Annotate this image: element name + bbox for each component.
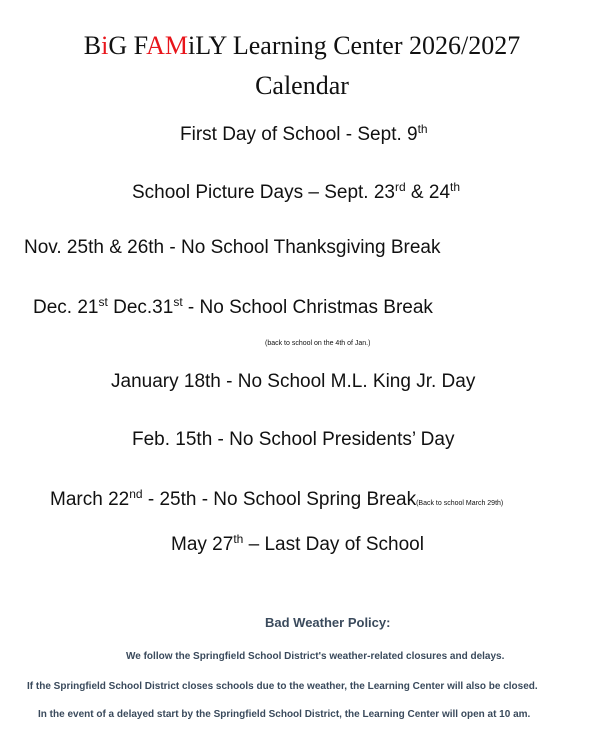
- event-christmas: [33, 296, 433, 320]
- event-sup: st: [173, 295, 183, 309]
- event-picture-days: [132, 181, 460, 205]
- christmas-note: (back to school on the 4th of Jan.): [265, 340, 371, 347]
- policy-line: If the Springfield School District closes schools due to the weather, the Learning Center will also be closed.: [27, 681, 538, 692]
- event-first-day: [180, 123, 428, 147]
- event-sup: st: [98, 295, 108, 309]
- event-text: - 25th - No School Spring Break: [142, 489, 417, 510]
- event-sup: th: [450, 180, 461, 194]
- event-text: & 24: [405, 182, 451, 203]
- spring-note: (Back to school March 29th): [416, 500, 504, 507]
- event-spring-break: [50, 488, 503, 516]
- event-text: School Picture Days – Sept. 23: [132, 182, 395, 203]
- event-sup: nd: [129, 487, 143, 501]
- event-text: - No School Christmas Break: [182, 297, 433, 318]
- title-part: G F: [108, 31, 147, 60]
- page-subtitle: Calendar: [255, 71, 349, 100]
- title-part-accent: AM: [146, 31, 189, 60]
- event-text: Dec.31: [107, 297, 174, 318]
- event-sup: th: [233, 532, 244, 546]
- title-part-accent: i: [101, 31, 109, 60]
- event-text: Dec. 21: [33, 297, 99, 318]
- event-text: First Day of School - Sept. 9: [180, 124, 418, 145]
- event-thanksgiving: [24, 236, 440, 260]
- event-text: Feb. 15th - No School Presidents’ Day: [132, 429, 455, 450]
- policy-line: In the event of a delayed start by the Springfield School District, the Learning Center will open at 10 am.: [38, 709, 531, 720]
- policy-line: We follow the Springfield School District's weather-related closures and delays.: [126, 651, 505, 662]
- event-text: – Last Day of School: [243, 534, 424, 555]
- event-text: March 22: [50, 489, 130, 510]
- page-title: [0, 26, 604, 66]
- event-sup: rd: [394, 180, 406, 194]
- title-part: B: [83, 31, 102, 60]
- event-last-day: [171, 533, 424, 557]
- event-presidents-day: [132, 428, 454, 452]
- event-sup: th: [417, 122, 428, 136]
- event-text: January 18th - No School M.L. King Jr. Day: [111, 371, 476, 392]
- policy-title: Bad Weather Policy:: [265, 615, 391, 630]
- event-mlk-day: [111, 370, 475, 394]
- title-part: iLY Learning Center 2026/2027: [188, 31, 521, 60]
- event-text: Nov. 25th & 26th - No School Thanksgiving Break: [24, 237, 441, 258]
- event-text: May 27: [171, 534, 234, 555]
